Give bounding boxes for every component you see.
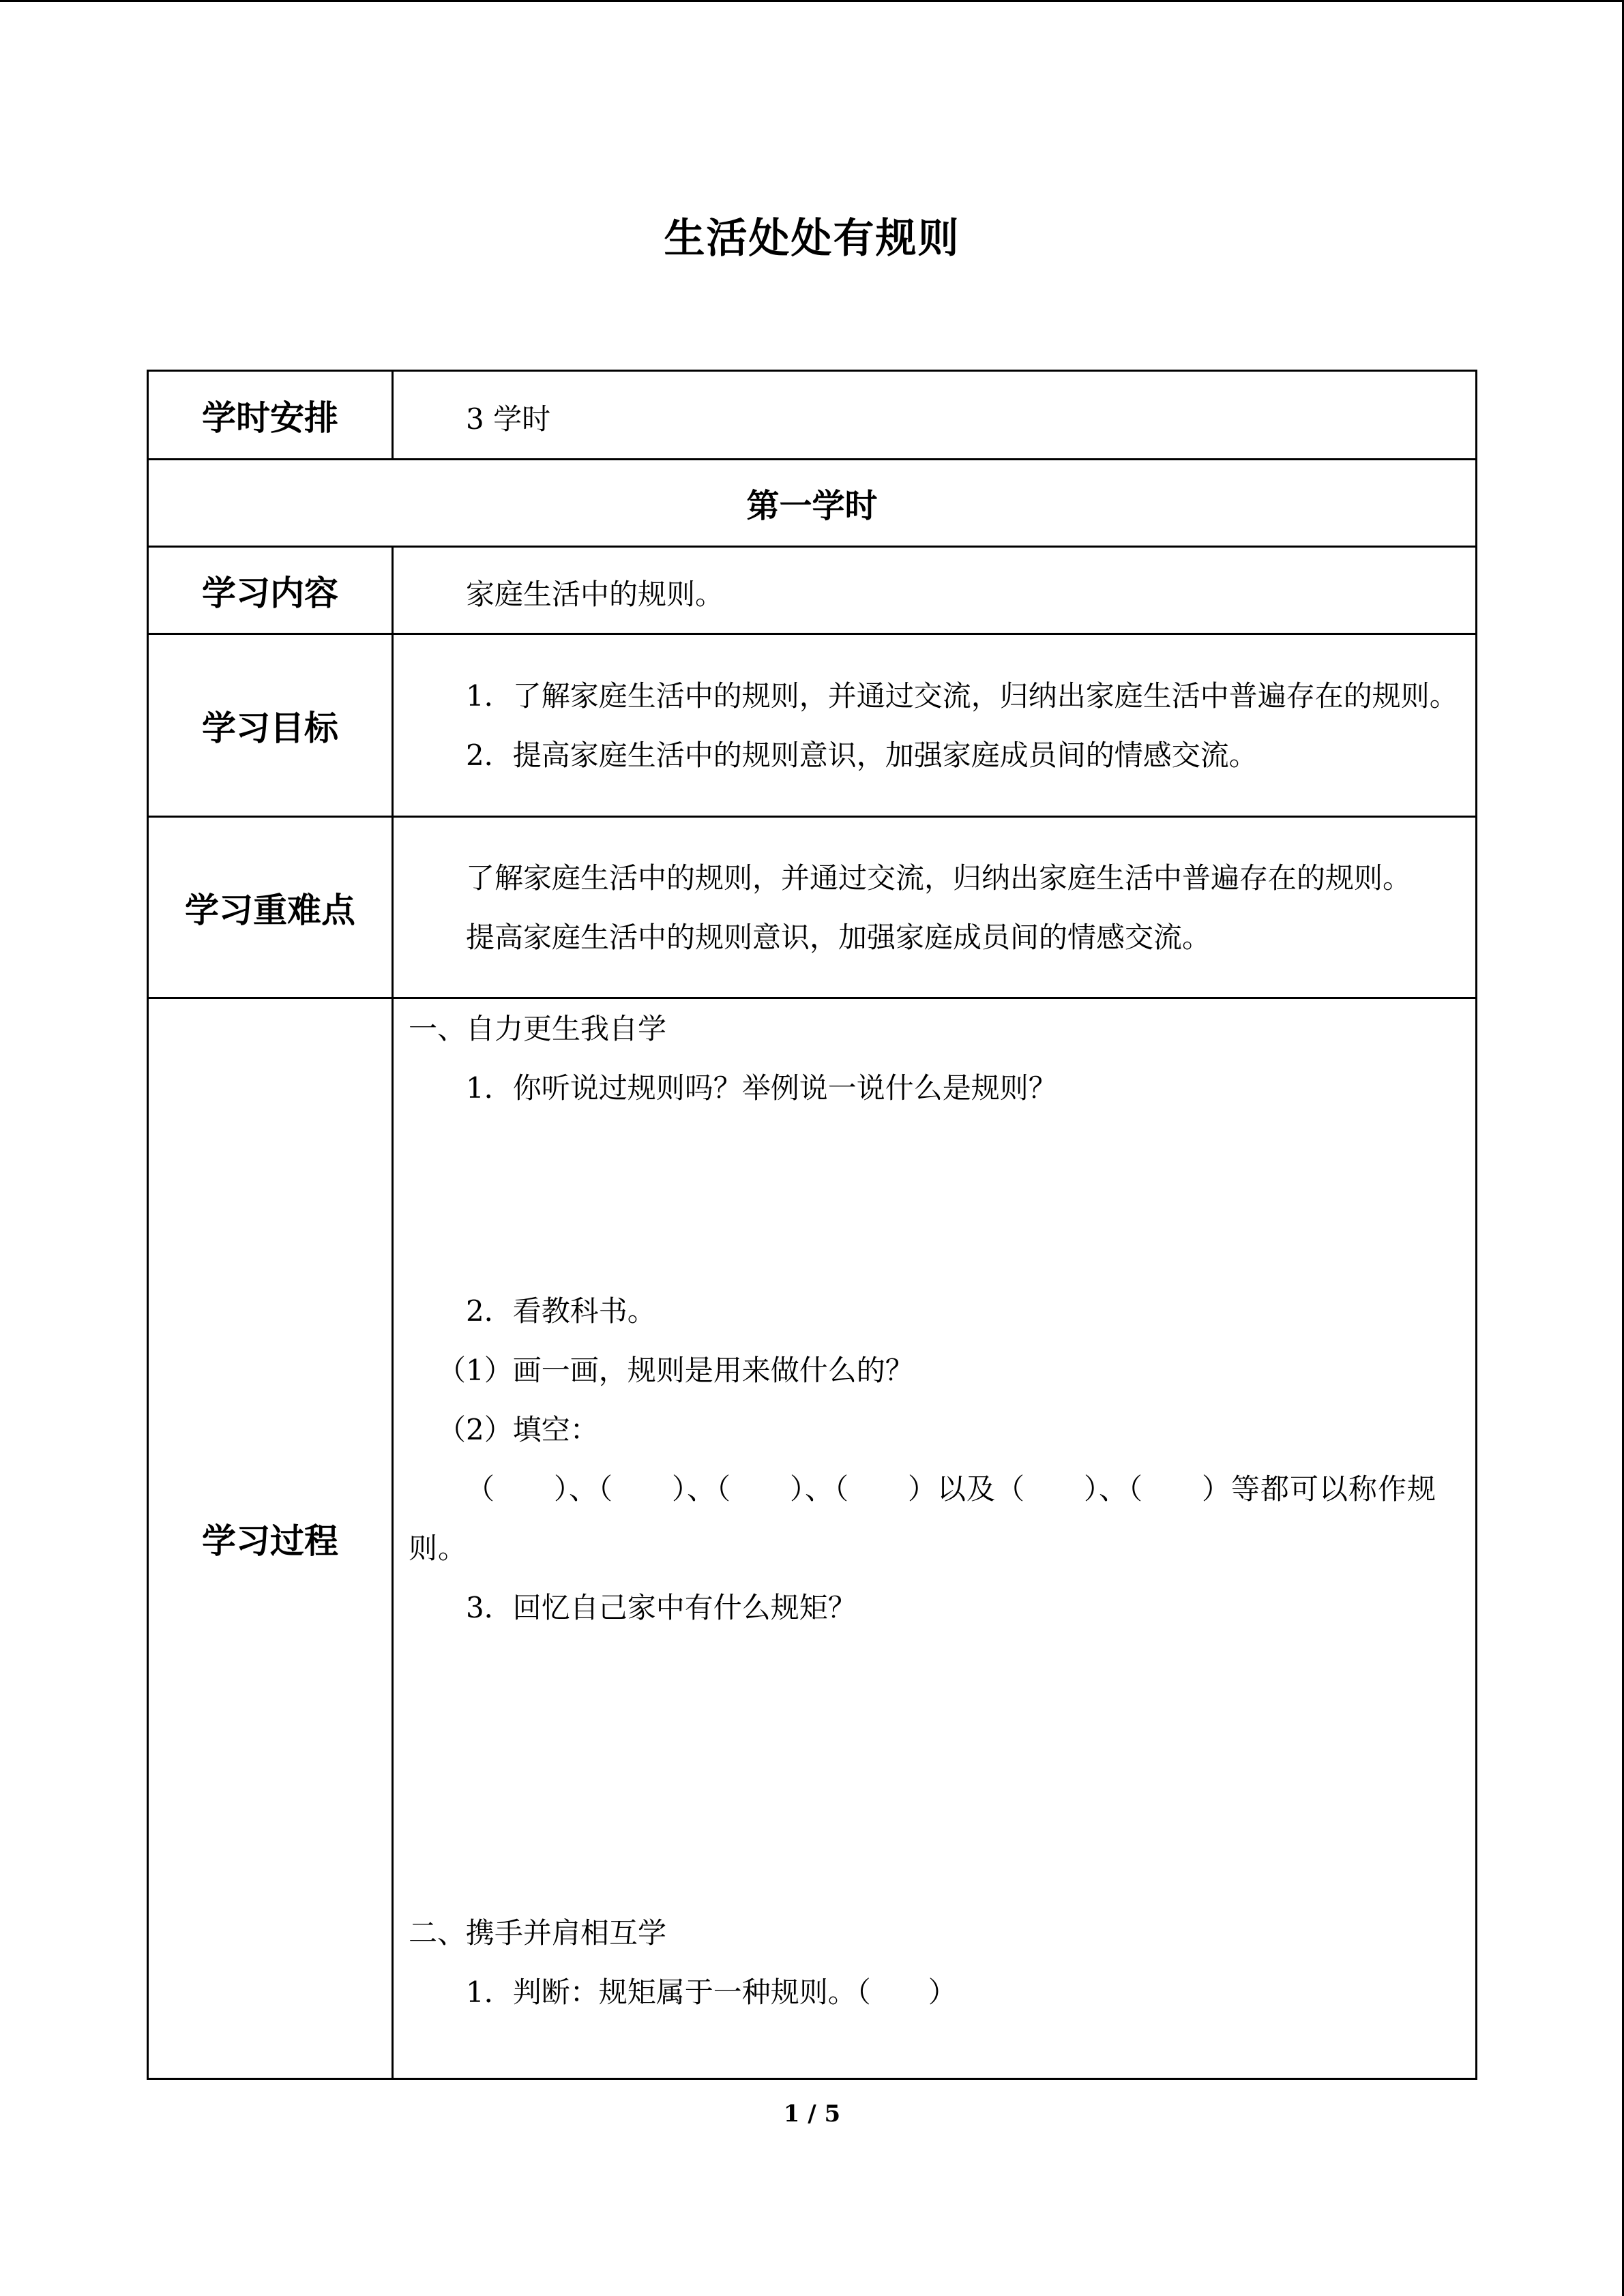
fill-in-blank: （ ）、（ ）、（ ）、（ ）以及（ ）、（ ）等都可以称作规则。 — [409, 1472, 1437, 1565]
question-1: 1．你听说过规则吗？举例说一说什么是规则？ — [466, 1071, 1057, 1105]
question-2: 2．看教科书。 — [466, 1294, 656, 1328]
lesson-plan-table — [147, 370, 1477, 2080]
row-content — [148, 547, 1477, 634]
row-key-points — [148, 817, 1477, 998]
key-point-item: 了解家庭生活中的规则，并通过交流，归纳出家庭生活中普遍存在的规则。 — [466, 861, 1412, 895]
value-schedule — [393, 371, 1477, 460]
row-schedule — [148, 371, 1477, 460]
section-heading: 第一学时 — [148, 460, 1477, 547]
question-2-2: （2）填空： — [437, 1413, 599, 1446]
content-text: 家庭生活中的规则。 — [466, 578, 724, 611]
value-objectives — [393, 634, 1477, 817]
value-key-points — [393, 817, 1477, 998]
question-2-1: （1）画一画，规则是用来做什么的？ — [437, 1354, 914, 1387]
value-content — [393, 547, 1477, 634]
part2-heading: 二、携手并肩相互学 — [409, 1916, 667, 1950]
key-point-item: 提高家庭生活中的规则意识，加强家庭成员间的情感交流。 — [466, 920, 1211, 954]
answer-space — [409, 1118, 1460, 1281]
schedule-text: 3 学时 — [466, 402, 551, 436]
value-process — [393, 998, 1477, 2079]
question-3: 3．回忆自己家中有什么规矩？ — [466, 1591, 857, 1624]
objective-item: 1．了解家庭生活中的规则，并通过交流，归纳出家庭生活中普遍存在的规则。 — [466, 679, 1458, 713]
label-schedule: 学时安排 — [148, 371, 393, 460]
document-title: 生活处处有规则 — [664, 215, 960, 263]
objective-item: 2．提高家庭生活中的规则意识，加强家庭成员间的情感交流。 — [466, 738, 1258, 772]
row-section-heading — [148, 460, 1477, 547]
label-objectives: 学习目标 — [148, 634, 393, 817]
row-objectives — [148, 634, 1477, 817]
part1-heading: 一、自力更生我自学 — [409, 1012, 667, 1045]
label-content: 学习内容 — [148, 547, 393, 634]
label-process: 学习过程 — [148, 998, 393, 2079]
top-border-line — [0, 0, 1624, 2]
label-key-points: 学习重难点 — [148, 817, 393, 998]
part2-question-1: 1．判断：规矩属于一种规则。（ ） — [466, 1976, 957, 2009]
page-number: 1 / 5 — [783, 2100, 841, 2128]
row-process — [148, 998, 1477, 2079]
answer-space — [409, 1637, 1460, 1903]
